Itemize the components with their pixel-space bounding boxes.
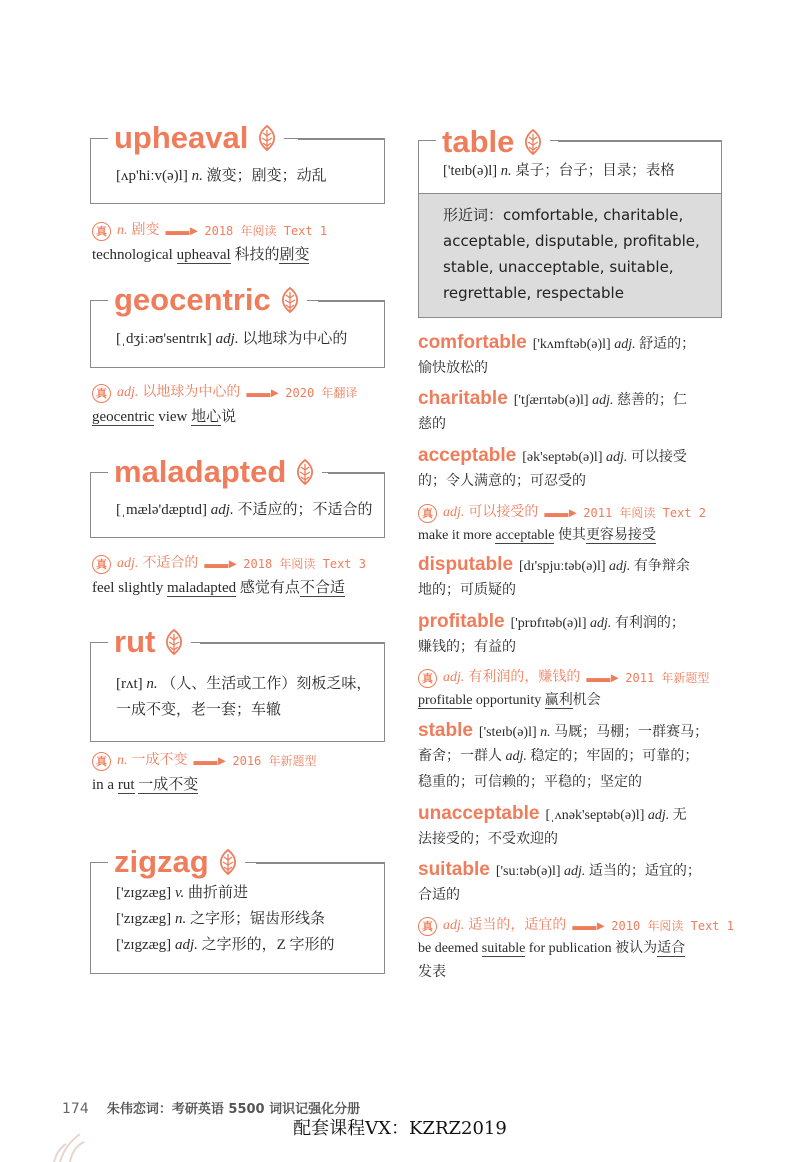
- example-rut: [92, 773, 198, 797]
- example-keyword: maladapted: [167, 580, 237, 596]
- part-of-speech: adj.: [592, 393, 614, 408]
- pronunciation: ['zɪgzæg]: [116, 885, 172, 901]
- part-of-speech: adj.: [174, 937, 198, 953]
- part-of-speech: n.: [500, 163, 512, 179]
- word-unacceptable: [418, 801, 687, 829]
- pronunciation: [dɪ'spjuːtəb(ə)l]: [519, 559, 606, 574]
- word-disputable: [418, 552, 690, 580]
- example-keyword: geocentric: [92, 409, 155, 425]
- meaning-continued: 赚钱的；有益的: [418, 640, 516, 655]
- exam-note-acceptable: [418, 502, 706, 524]
- meaning: 以地球为中心的: [242, 331, 348, 347]
- exam-note-maladapted: [92, 553, 366, 575]
- exam-badge-icon: 真: [92, 222, 111, 241]
- meaning-continued: 愉快放松的: [418, 361, 488, 376]
- word-comfortable: [418, 330, 695, 358]
- arrow-icon: ▬▬►: [165, 223, 199, 238]
- example-text: for publication 被认为: [525, 941, 658, 956]
- pronunciation: [ˌʌnək'septəb(ə)l]: [545, 808, 645, 823]
- pronunciation: ['zɪgzæg]: [116, 937, 172, 953]
- meaning-continued: 法接受的；不受欢迎的: [418, 832, 558, 847]
- pronunciation: [ək'septəb(ə)l]: [522, 450, 603, 465]
- example-keyword: upheaval: [176, 247, 231, 263]
- example-translation: 更容易接受: [585, 528, 656, 543]
- note-meaning: 剧变: [131, 223, 160, 238]
- pronunciation: ['teɪb(ə)l]: [443, 163, 498, 179]
- note-source: 2016 年新题型: [232, 754, 317, 768]
- note-pos: adj.: [443, 918, 465, 933]
- arrow-icon: ▬▬►: [204, 556, 238, 571]
- exam-note-geocentric: [92, 382, 357, 404]
- watermark-text: 配套课程VX：KZRZ2019: [293, 1118, 507, 1139]
- headword-text: suitable: [418, 859, 490, 880]
- meaning-continued: 的；令人满意的；可忍受的: [418, 474, 586, 489]
- pronunciation: ['steɪb(ə)l]: [478, 725, 537, 740]
- word-profitable: [418, 609, 685, 637]
- definition-zigzag-3: [116, 932, 335, 959]
- headword-text: disputable: [418, 554, 514, 575]
- example-translation: 赢利: [544, 693, 573, 708]
- pronunciation: ['tʃærɪtəb(ə)l]: [513, 393, 589, 408]
- note-pos: adj.: [443, 505, 465, 520]
- example-suitable: [418, 937, 685, 961]
- word-charitable: [418, 386, 687, 414]
- part-of-speech: adj.: [647, 808, 670, 823]
- definition-rut-cont: [116, 697, 281, 724]
- meaning: 稳定的；牢固的；可靠的；: [530, 749, 699, 764]
- example-text: 机会: [572, 693, 601, 708]
- headword-text: zigzag: [114, 844, 209, 879]
- meaning-continued: 地的；可质疑的: [418, 583, 516, 598]
- note-pos: adj.: [117, 556, 139, 571]
- box-top-line: [328, 472, 385, 474]
- example-text: technological: [92, 247, 177, 263]
- example-keyword: suitable: [481, 941, 526, 956]
- definition-upheaval: [116, 163, 327, 190]
- meaning-continued: 慈的: [418, 417, 446, 432]
- part-of-speech: adj.: [609, 559, 631, 574]
- part-of-speech: adj.: [210, 502, 234, 518]
- meaning-continued: 稳重的；可信赖的；平稳的；坚定的: [418, 775, 642, 790]
- pronunciation: ['prɒfɪtəb(ə)l]: [510, 616, 587, 631]
- pronunciation: ['kʌmftəb(ə)l]: [532, 337, 611, 352]
- pronunciation: ['suːtəb(ə)l]: [495, 864, 561, 879]
- pronunciation: [ʌp'hiːv(ə)l]: [116, 168, 188, 184]
- example-upheaval: [92, 243, 309, 267]
- headword-text: table: [442, 124, 515, 159]
- example-geocentric: [92, 405, 236, 429]
- exam-badge-icon: 真: [418, 669, 437, 688]
- note-source: 2010 年阅读 Text 1: [611, 919, 734, 933]
- example-keyword: profitable: [418, 693, 473, 708]
- exam-note-rut: [92, 750, 317, 772]
- leaf-icon: [522, 129, 544, 155]
- similar-words-line: stable, unacceptable, suitable,: [443, 258, 674, 276]
- box-top-line: [318, 300, 385, 302]
- arrow-icon: ▬▬►: [193, 753, 227, 768]
- meaning: 舒适的；: [639, 337, 696, 352]
- meaning: 畜舍；一群人: [418, 749, 502, 764]
- headword-text: charitable: [418, 388, 508, 409]
- example-text: 说: [221, 409, 237, 425]
- arrow-icon: ▬▬►: [586, 670, 620, 685]
- meaning: 激变；剧变；动乱: [206, 168, 327, 184]
- example-keyword: rut: [117, 777, 135, 793]
- part-of-speech: adj.: [505, 749, 527, 764]
- meaning: 有利润的；: [614, 616, 685, 631]
- meaning: 之字形的，Z 字形的: [201, 937, 335, 953]
- example-translation: 地心: [191, 409, 222, 425]
- leaf-icon: [294, 459, 316, 485]
- headword-geocentric: [108, 282, 307, 318]
- example-text: view: [154, 409, 192, 425]
- note-source: 2011 年新题型: [625, 671, 710, 685]
- example-text: make it more: [418, 528, 496, 543]
- exam-badge-icon: 真: [92, 384, 111, 403]
- part-of-speech: v.: [174, 885, 185, 901]
- exam-badge-icon: 真: [92, 752, 111, 771]
- definition-geocentric: [116, 326, 347, 353]
- note-pos: n.: [117, 753, 128, 768]
- example-text: 使其: [554, 528, 586, 543]
- example-maladapted: [92, 576, 345, 600]
- definition-table: [443, 158, 675, 185]
- definition-rut: [116, 671, 371, 698]
- arrow-icon: ▬▬►: [544, 505, 578, 520]
- box-top-line: [200, 642, 385, 644]
- example-text: feel slightly: [92, 580, 167, 596]
- meaning: 一成不变，老一套；车辙: [116, 702, 282, 718]
- part-of-speech: adj.: [614, 337, 636, 352]
- box-top-line: [256, 862, 385, 864]
- note-meaning: 有利润的，赚钱的: [468, 670, 581, 685]
- meaning: 之字形；锯齿形线条: [189, 911, 325, 927]
- headword-text: maladapted: [114, 454, 287, 489]
- example-profitable: [418, 689, 601, 713]
- definition-maladapted: [116, 497, 372, 524]
- meaning: 曲折前进: [187, 885, 248, 901]
- headword-upheaval: [108, 120, 284, 156]
- page-number: 174: [62, 1101, 89, 1117]
- example-translation: 不合适: [299, 580, 345, 596]
- part-of-speech: adj.: [564, 864, 586, 879]
- example-text: be deemed: [418, 941, 482, 956]
- part-of-speech: adj.: [606, 450, 628, 465]
- example-text: 感觉有点: [236, 580, 300, 596]
- headword-text: geocentric: [114, 282, 271, 317]
- definition-zigzag-2: [116, 906, 325, 933]
- part-of-speech: n.: [540, 725, 551, 740]
- example-translation: 剧变: [279, 247, 310, 263]
- example-text-continued: 发表: [418, 965, 446, 980]
- note-meaning: 可以接受的: [468, 505, 539, 520]
- headword-text: unacceptable: [418, 803, 540, 824]
- pronunciation: [rʌt]: [116, 676, 143, 692]
- box-top-line: [558, 140, 722, 142]
- meaning: 适当的；适宜的；: [588, 864, 701, 879]
- example-text: 科技的: [230, 247, 280, 263]
- arrow-icon: ▬▬►: [246, 385, 280, 400]
- note-source: 2018 年阅读 Text 3: [243, 557, 366, 571]
- headword-maladapted: [108, 454, 322, 490]
- meaning: 桌子；台子；目录；表格: [515, 163, 675, 179]
- note-pos: adj.: [443, 670, 465, 685]
- pronunciation: ['zɪgzæg]: [116, 911, 172, 927]
- note-source: 2011 年阅读 Text 2: [583, 506, 706, 520]
- exam-badge-icon: 真: [418, 504, 437, 523]
- similar-words-line: regrettable, respectable: [443, 284, 624, 302]
- headword-text: rut: [114, 624, 156, 659]
- part-of-speech: n.: [174, 911, 187, 927]
- leaf-icon: [256, 125, 278, 151]
- example-translation: 一成不变: [138, 777, 199, 793]
- example-text: in a: [92, 777, 118, 793]
- headword-text: stable: [418, 720, 473, 741]
- leaf-icon: [279, 287, 301, 313]
- meaning: （人、生活或工作）刻板乏味，: [161, 676, 372, 692]
- part-of-speech: adj.: [215, 331, 239, 347]
- note-meaning: 适当的，适宜的: [468, 918, 567, 933]
- note-meaning: 以地球为中心的: [142, 385, 241, 400]
- headword-text: profitable: [418, 611, 505, 632]
- part-of-speech: adj.: [589, 616, 612, 631]
- exam-badge-icon: 真: [92, 555, 111, 574]
- similar-words-line: 形近词：comfortable, charitable,: [443, 206, 684, 224]
- note-source: 2018 年阅读 Text 1: [204, 224, 328, 238]
- headword-rut: [108, 624, 191, 660]
- part-of-speech: n.: [191, 168, 203, 184]
- exam-note-profitable: [418, 667, 709, 689]
- example-text: opportunity: [472, 693, 545, 708]
- similar-words-line: acceptable, disputable, profitable,: [443, 232, 700, 250]
- headword-table: [436, 124, 550, 160]
- meaning: 有争辩余: [633, 559, 690, 574]
- pronunciation: [ˌdʒiːəʊ'sentrɪk]: [116, 331, 212, 347]
- word-suitable: [418, 857, 701, 885]
- exam-badge-icon: 真: [418, 917, 437, 936]
- example-keyword: acceptable: [495, 528, 555, 543]
- headword-text: comfortable: [418, 332, 527, 353]
- note-source: 2020 年翻译: [285, 386, 358, 400]
- arrow-icon: ▬▬►: [572, 918, 606, 933]
- meaning: 无: [672, 808, 687, 823]
- leaf-icon: [163, 629, 185, 655]
- meaning: 不适应的；不适合的: [237, 502, 373, 518]
- meaning-continued: [418, 744, 698, 770]
- note-pos: n.: [117, 223, 128, 238]
- headword-text: acceptable: [418, 445, 517, 466]
- part-of-speech: n.: [146, 676, 158, 692]
- exam-note-upheaval: [92, 220, 327, 242]
- box-top-line: [298, 138, 385, 140]
- note-meaning: 一成不变: [131, 753, 188, 768]
- example-translation: 适合: [657, 941, 686, 956]
- meaning: 马厩；马棚；一群赛马；: [554, 725, 709, 740]
- exam-note-suitable: [418, 915, 734, 937]
- book-title: 朱伟恋词：考研英语 5500 词识记强化分册: [106, 1102, 361, 1117]
- note-meaning: 不适合的: [142, 556, 199, 571]
- word-acceptable: [418, 443, 687, 471]
- headword-text: upheaval: [114, 120, 249, 155]
- meaning: 慈善的；仁: [616, 393, 687, 408]
- definition-zigzag-1: [116, 880, 248, 907]
- meaning: 可以接受: [630, 450, 687, 465]
- similar-words-panel: [419, 193, 721, 317]
- leaf-icon: [217, 849, 239, 875]
- word-stable: [418, 718, 708, 746]
- headword-zigzag: [108, 844, 245, 880]
- meaning-continued: 合适的: [418, 888, 460, 903]
- note-pos: adj.: [117, 385, 139, 400]
- pronunciation: [ˌmælə'dæptɪd]: [116, 502, 208, 518]
- example-acceptable: [418, 524, 656, 548]
